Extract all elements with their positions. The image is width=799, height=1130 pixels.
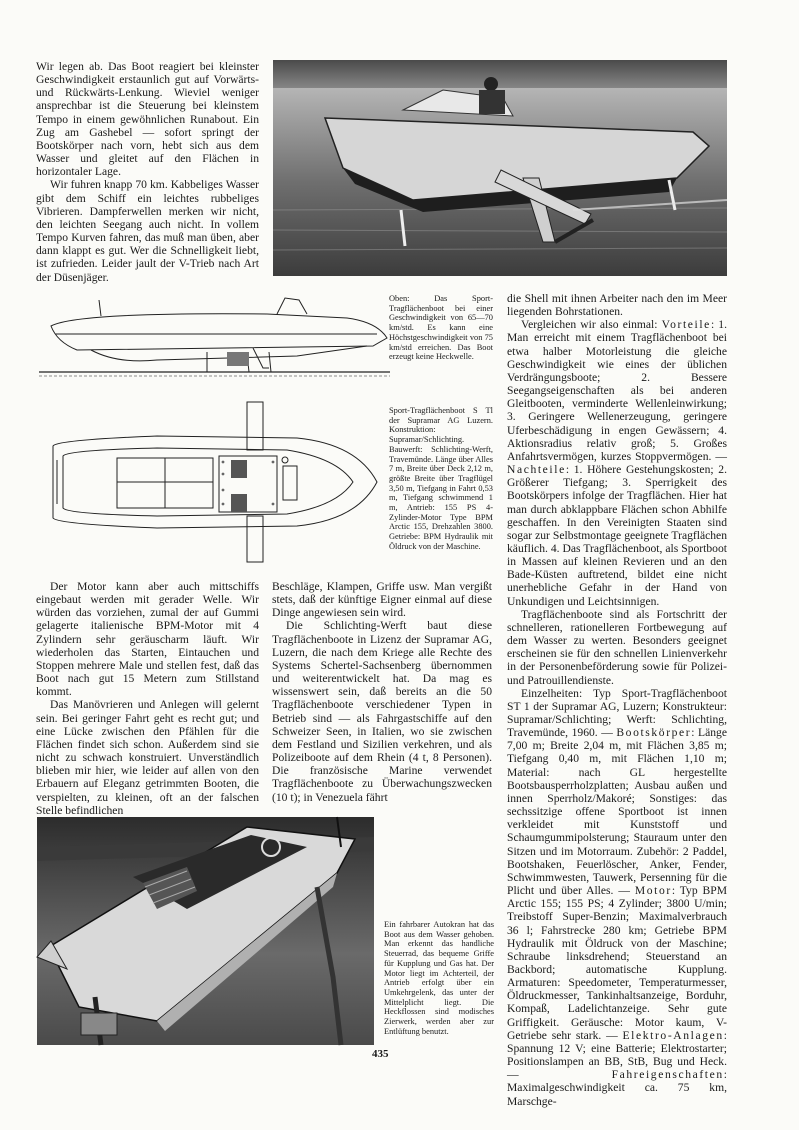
page-number: 435 [372,1048,389,1060]
paragraph: die Shell mit ihnen Arbeiter nach den im Meer liegenden Bohrstationen. [507,292,727,319]
paragraph: Wir legen ab. Das Boot reagiert bei kleinster Geschwindigkeit erstaunlich gut auf Vorwärts- und Rückwärts-Lenkung. Wieviel weniger ansprechbar ist die Steuerung bei kleinstem Tempo in einem gewöhnlichen Runabout. Ein Zug am Gashebel — sofort springt der Bootskörper nach vorn, hebt sich aus dem Wasser und gleitet auf den Flächen in horizontaler Lage. [36,60,259,179]
heading-motor: Motor [634,884,672,898]
elektro-text: : Spannung 12 V; eine Batterie; Elektrostarter; Positionslampen an BB, StB, Bug und Heck. — [507,1028,727,1082]
side-view-drawing [37,290,392,390]
boat-photo-svg [273,60,727,276]
crane-photo-svg [37,817,374,1045]
paragraph: Die Schlichting-Werft baut diese Tragflächenboote in Lizenz der Supramar AG, Luzern, die nach dem Kriege alle Rechte des Systems Schertel-Sachsenberg übernommen und weiterentwickelt hat. Da mag es wissenswert sein, daß bereits an die 50 Tragflächenboote verschiedener Typen in Betrieb sind — als Fahrgastschiffe auf den Schweizer Seen, in Italien, wo sie zwischen dem Festland und Sizilien verkehren, und als Polizeiboote auf dem Rhein (4 t, 8 Personen). Die französische Marine verwendet Tragflächenboote zu Überwachungszwecken (10 t); in Venezuela fährt [272,619,492,804]
werft-text [272,580,492,804]
heading-fahreigenschaften: Fahreigenschaften [611,1068,724,1082]
paragraph: Tragflächenboote sind als Fortschritt der schnelleren, rationelleren Fortbewegung auf dem Wasser zu werten. Besonders geeignet erscheinen sie für den schnellen Linienverkehr in der Personenbeförderung sowie für Polizei- und Patrouillendienste. [507,607,727,687]
paragraph: Beschläge, Klampen, Griffe usw. Man vergißt stets, daß der künftige Eigner einmal auf diese Dinge angewiesen sein wird. [272,580,492,620]
paragraph: Das Manövrieren und Anlegen will gelernt sein. Bei geringer Fahrt geht es recht gut; und eine Lücke zwischen den Pfählen für die Flächen findet sich schon. Außerdem sind sie nicht zu schwach konstruiert. Unverständlich blieben mir hier, wie leider auf allen von den Erbauern auf Eleganz getrimmten Booten, die verspielten, zu kleinen, oft an der falschen Stelle befindlichen [36,698,259,817]
comparison-text [507,292,727,1108]
caption-top-photo: Oben: Das Sport-Tragflächenboot bei einer Geschwindigkeit von 65—70 km/std. Es kann eine Höchstgeschwindigkeit von 75 km/std erreichen. Das Boot erzeugt keine Heckwelle. [389,294,493,362]
heading-elektro: Elektro-Anlagen [622,1028,724,1042]
heading-bootskoerper: Bootskörper [616,726,692,740]
lead-in: Vergleichen wir also einmal: [521,318,658,332]
photo-boat-crane [37,817,374,1045]
paragraph [507,687,727,1108]
plan-view-svg [37,400,389,568]
photo-boat-foiling [273,60,727,276]
motor-details-text: : Typ BPM Arctic 155; 155 PS; 4 Zylinder; 3800 U/min; Treibstoff Super-Benzin; Maximalverbrauch 36 l; Fahrstrecke 280 km; Getriebe BPM Hydraulik mit Öldruck von der Maschine; Schraube linksdrehend; Steuerstand an Backbord; automatische Kupplung. Armaturen: Speedometer, Temperaturmesser, Öldruckmesser, Tankinhaltsanzeige, Borduhr, Kompaß, Ladelichtanzeige. Sehr gute Griffigkeit. Geräusche: Motor kaum, V-Getriebe sehr stark. — [507,884,727,1042]
details-intro: Einzelheiten: Typ Sport-Tragflächenboot ST 1 der Supramar AG, Luzern; Konstrukteur: Supramar/Schlichting; Werft: Schlichting, Travemünde, 1960. — [507,686,727,740]
nachteile-text: : 1. Höhere Gestehungskosten; 2. Größerer Tiefgang; 3. Sperrigkeit des Bootskörpers infolge der Tragflächen. Hier hat man durch abklappbare Flächen schon Abhilfe geschaffen. In den Vereinigten Staaten sind sogar zur Selbstmontage geeignete Tragflächen käuflich. 4. Das Tragflächenboot, als Sportboot in Massen auf kleinen Revieren und an den Bade-Küsten auftretend, bildet eine nicht unerhebliche Gefahr in der Hand von Unkundigen und Leichtsinnigen. [507,463,727,608]
caption-crane-photo: Ein fahrbarer Autokran hat das Boot aus dem Wasser gehoben. Man erkennt das handliche Steuerrad, das bequeme Griffe für Kupplung und Gas hat. Der Motor liegt im Achterteil, der Antrieb erfolgt über ein Umkehrgelenk, das unter der Mittelplicht liegt. Die Heckflossen sind modisches Zierwerk, werden aber zur Entlüftung benutzt. [384,920,494,1036]
caption-plan-view: Sport-Tragflächenboot S Tl der Supramar AG Luzern. Konstruktion: Supramar/Schlichting. Bauwerft: Schlichting-Werft, Travemünde. Länge über Alles 7 m, Breite über Deck 2,12 m, größte Breite über Tragflügel 3,50 m, Tiefgang in Fahrt 0,53 m, Tiefgang schwimmend 1 m, Antrieb: 155 PS 4-Zylinder-Motor Type BPM Arctic 155, Drehzahlen 3800. Getriebe: BPM Hydraulik mit Öldruck von der Maschine. [389,406,493,551]
side-view-svg [37,290,392,390]
plan-view-drawing [37,400,389,568]
paragraph: Der Motor kann aber auch mittschiffs eingebaut werden mit gerader Welle. Wir würden das vorziehen, zumal der auf Gummi gelagerte italienische BPM-Motor mit 4 Zylindern sehr geräuscharm läuft. Wir wiederholen das Starten, Eintauchen und Stoppen mehrere Male und stellen fest, daß das Boot nach gut 15 Metern zum Stillstand kommt. [36,580,259,699]
paragraph: Wir fuhren knapp 70 km. Kabbeliges Wasser gibt dem Schiff ein leichtes rubbeliges Vibrieren. Dampferwellen merken wir nicht, den leichten Seegang auch nicht. In vollem Tempo Kurven fahren, das muß man üben, aber dann klappt es gut. Wer die Schnelligkeit liebt, ist zufrieden. Leider jault der V-Trieb nach Art der Düsenjäger. [36,178,259,284]
paragraph [507,318,727,607]
vorteile-text: : 1. Man erreicht mit einem Tragflächenboot bei etwa halber Motorleistung die gleiche Geschwindigkeit wie eines der üblichen Verdrängungsboote; 2. Bessere Seegangseigenschaften als bei anderen Gleitbooten, verminderte Wellenleinwirkung; 3. Geringere Wellenerzeugung, geringere Uferbeschädigung in engen Gewässern; 4. Aktionsradius relativ groß; 5. Großes Anfahrtsvermögen, kurzes Stoppvermögen. — [507,318,727,463]
heading-vorteile: Vorteile [661,318,711,332]
fahreigenschaften-text: : Maximalgeschwindigkeit ca. 75 km, Marschge- [507,1068,727,1108]
intro-text [36,60,259,284]
bootskoerper-text: : Länge 7,00 m; Breite 2,04 m, mit Flächen 3,85 m; Tiefgang 0,40 m, mit Flächen 1,10 m; Material: nach GL hergestellte Bootsbausperrholzplatten; Ausbau außen und innen Sperrholz/Makoré; Sonstiges: das sechssitzige offene Sportboot ist innen verkleidet mit Kunststoff und Schaumgummipolsterung; Stauraum unter den Sitzen und im Motorraum. Zubehör: 2 Paddel, Bootshaken, Feuerlöscher, Anker, Fender, Schwimmwesten, Tauwerk, Persenning für die Plicht und über Alles. — [507,726,727,898]
heading-nachteile: Nachteile [507,463,566,477]
motor-text [36,580,259,817]
